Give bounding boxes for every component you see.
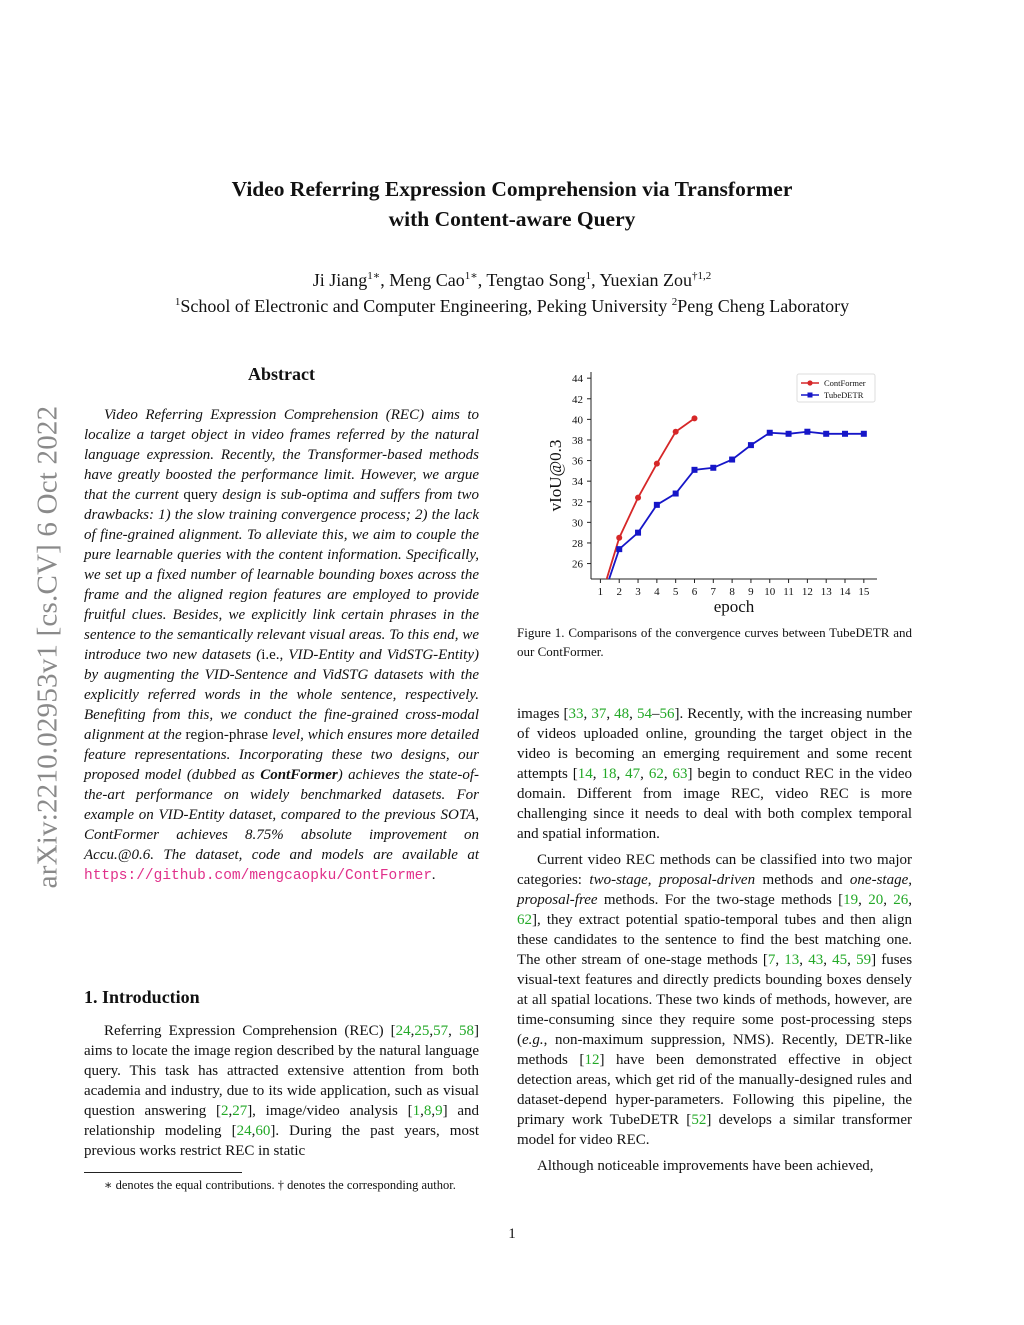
y-tick-label: 36 [572, 455, 583, 468]
data-point [767, 430, 773, 436]
data-point [748, 442, 754, 448]
x-tick-label: 2 [616, 586, 622, 598]
intro-heading: 1. Introduction [84, 987, 200, 1007]
y-tick-label: 34 [572, 476, 583, 489]
data-point [710, 465, 716, 471]
intro-text-continued: images [33, 37, 48, 54–56]. Recently, with the increasing number of videos uploaded online, grounding the target object in the video is becoming an emerging requirement and some recent attempts [14, 18, 47, 62, 63] begin to conduct REC in the video domain. Different from image REC, video REC is more challenging since it needs to deal with both complex temporal and spatial information. Current video REC methods can be classified into two major categories: two-stage, proposal-driven methods and one-stage, proposal-free methods. For the two-stage methods [19, 20, 26, 62], they extract potential spatio-temporal tubes and then align these candidates to the sentence to find the best matching one. The other stream of one-stage methods [7, 13, 43, 45, 59] fuses visual-text features and directly predicts bounding boxes densely at all spatial locations. These two kinds of methods, however, are time-consuming since they require some post-processing steps (e.g., non-maximum suppression, NMS). Recently, DETR-like methods [12] have been demonstrated effective in object detection areas, which get rid of the manually-designed rules and dataset-depend hyper-parameters. Following this pipeline, the primary work TubeDETR [52] develops a similar transformer model for video REC. Although noticeable improvements have been achieved, [517, 706, 913, 1174]
series-contformer [597, 415, 697, 602]
y-tick-label: 44 [572, 373, 583, 386]
x-tick-label: 14 [839, 586, 851, 598]
figure-caption: Figure 1. Comparisons of the convergence curves between TubeDETR and our ContFormer. [517, 625, 912, 659]
legend-marker [807, 380, 812, 385]
data-point [673, 491, 679, 497]
data-point [691, 415, 697, 421]
data-point [654, 461, 660, 467]
x-tick-label: 9 [748, 586, 754, 598]
abstract-text: Video Referring Expression Comprehension (REC) aims to localize a target object in video frames referred by the natural language expression. Recently, the Transformer-based methods have greatly boosted the performance limit. However, we argue that the current query design is sub-optima and suffers from two drawbacks: 1) the slow training convergence process; 2) the lack of fine-grained alignment. To alleviate this, we aim to couple the pure learnable queries with the content information. Specifically, we set up a fixed number of learnable bounding boxes across the frame and the aligned region features are employed to provide fruitful clues. Besides, we explicitly link certain phrases in the sentence to the semantically relevant visual areas. To this end, we introduce two new datasets (i.e., VID-Entity and VidSTG-Entity) by augmenting the VID-Sentence and VidSTG datasets with the explicitly referred words in the whole sentence, respectively. Benefiting from this, we conduct the fine-grained cross-modal alignment at the region-phrase level, which ensures more detailed feature representations. Incorporating these two designs, our proposed model (dubbed as ContFormer) achieves the state-of-the-art performance on widely benchmarked datasets. For example on VID-Entity dataset, compared to the previous SOTA, ContFormer achieves 8.75% absolute improvement on Accu.@0.6. The dataset, code and models are available at https://github.com/mengcaopku/ContFormer. [84, 407, 479, 884]
x-tick-label: 15 [858, 586, 870, 598]
x-tick-label: 6 [691, 586, 698, 598]
y-tick-label: 30 [572, 517, 583, 530]
x-tick-label: 4 [654, 586, 660, 598]
title-line-1: Video Referring Expression Comprehension via Transformer [231, 177, 793, 201]
author-list: Ji Jiang$^{1∗}$, Meng Cao$^{1∗}$, Tengtao Song$^1$, Yuexian Zou$^{\dagger 1,2}$ [312, 270, 712, 290]
data-point [654, 502, 660, 508]
x-tick-label: 11 [783, 586, 794, 598]
legend-marker [808, 393, 813, 398]
x-tick-label: 12 [801, 586, 813, 598]
data-point [729, 457, 735, 463]
paper-title [0, 174, 1024, 234]
convergence-chart [517, 364, 912, 624]
x-tick-label: 8 [729, 586, 735, 598]
footnote-rule [84, 1172, 242, 1173]
chart-legend [797, 374, 875, 402]
x-tick-label: 7 [710, 586, 717, 598]
legend-label: TubeDETR [824, 390, 864, 400]
data-point [673, 429, 679, 435]
y-tick-label: 42 [572, 393, 583, 406]
x-tick-label: 13 [820, 586, 832, 598]
affiliations: $^1$School of Electronic and Computer Engineering, Peking University $^2$Peng Cheng Laboratory [174, 296, 850, 316]
page-number: 1 [508, 1226, 516, 1242]
data-point [616, 546, 622, 552]
data-point [804, 429, 810, 435]
data-point [861, 431, 867, 437]
y-tick-label: 38 [572, 434, 583, 447]
x-tick-label: 10 [764, 586, 776, 598]
y-tick-label: 32 [572, 496, 583, 509]
y-axis-label: vIoU@0.3 [546, 439, 565, 512]
code-link[interactable]: https://github.com/mengcaopku/ContFormer [84, 868, 433, 884]
x-tick-label: 5 [672, 586, 679, 598]
data-point [823, 431, 829, 437]
data-point [842, 431, 848, 437]
data-point [635, 495, 641, 501]
legend-label: ContFormer [824, 378, 866, 388]
data-point [786, 431, 792, 437]
y-tick-label: 40 [572, 414, 583, 427]
intro-text: Referring Expression Comprehension (REC) [24,25,57, 58] aims to locate the image region described by the natural language query. This task has attracted extensive attention from both academia and industry, due to its wide application, such as visual question answering [2,27], image/video analysis [1,8,9] and relationship modeling [24,60]. During the past years, most previous works restrict REC in static [84, 1023, 479, 1159]
abstract-heading: Abstract [248, 364, 315, 384]
series-line [597, 418, 694, 599]
y-tick-label: 26 [572, 558, 583, 571]
data-point [616, 535, 622, 541]
data-point [635, 530, 641, 536]
data-point [691, 467, 697, 473]
x-tick-label: 1 [597, 586, 604, 598]
arxiv-stamp [28, 362, 68, 932]
arxiv-id: arXiv:2210.02953v1 [cs.CV] 6 Oct 2022 [31, 405, 64, 889]
x-tick-label: 3 [635, 586, 641, 598]
data-point [597, 602, 603, 608]
y-tick-label: 28 [572, 537, 583, 550]
title-line-2: with Content-aware Query [388, 207, 636, 231]
footnote: ∗ denotes the equal contributions. † denotes the corresponding author. [104, 1178, 456, 1192]
x-axis-label: epoch [713, 597, 755, 616]
